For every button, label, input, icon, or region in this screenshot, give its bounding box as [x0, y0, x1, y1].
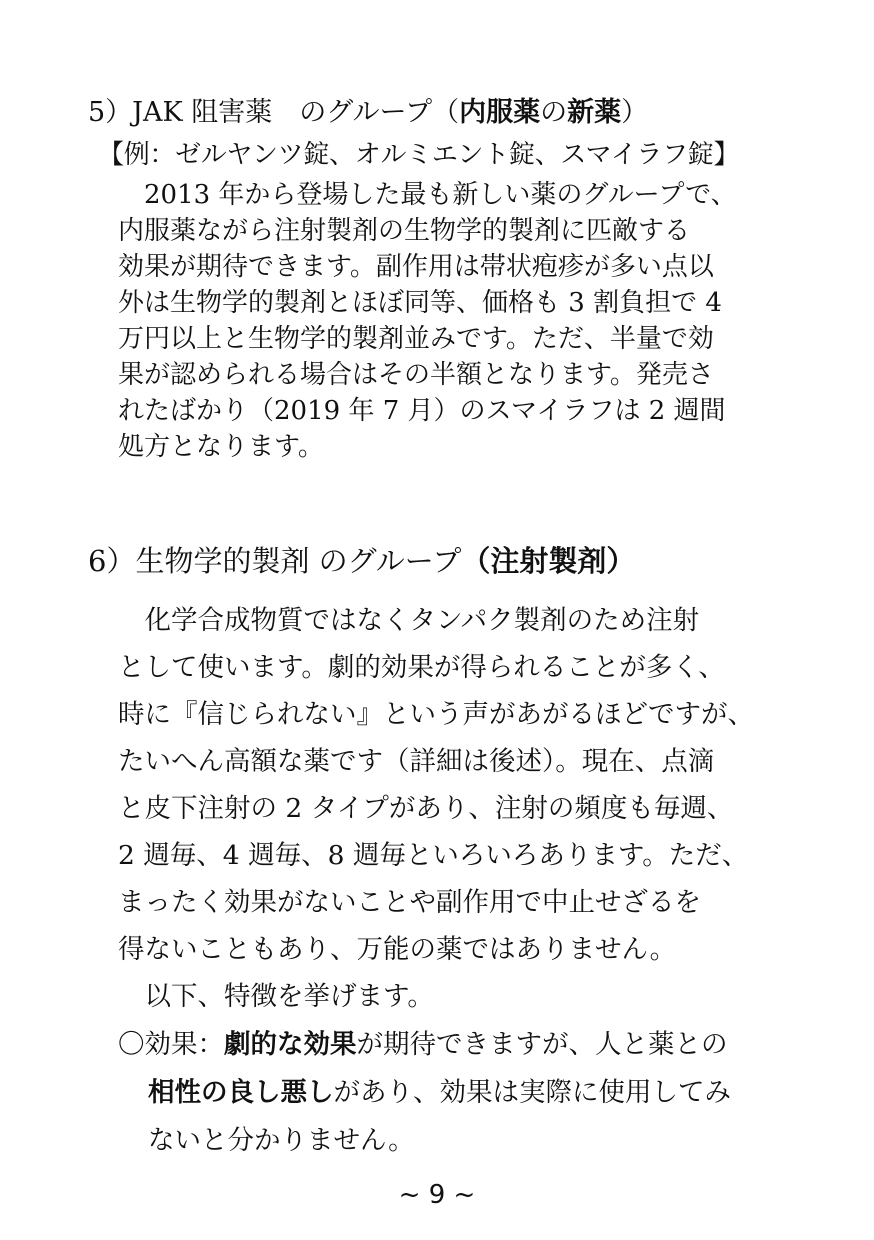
body-line: 化学合成物質ではなくタンパク製剤のため注射 [118, 605, 700, 636]
effect-emphasis-compatibility: 相性の良し悪し [148, 1077, 334, 1108]
body-line: 得ないこともあり、万能の薬ではありません。 [118, 934, 677, 965]
effect-text: が期待できますが、人と薬との [356, 1029, 728, 1060]
body-line: 万円以上と生物学的製剤並みです。ただ、半量で効 [118, 324, 714, 354]
section-5-heading-bold-1: 内服薬 [459, 97, 541, 128]
body-line: 内服薬ながら注射製剤の生物学的製剤に匹敵する [118, 216, 691, 246]
page-number: ~ 9 ~ [398, 1180, 476, 1210]
body-line: 以下、特徴を挙げます。 [118, 981, 434, 1012]
section-6-heading-bold: （注射製剤） [461, 544, 636, 578]
body-line: 2 週毎、4 週毎、8 週毎といろいろあります。ただ、 [118, 840, 749, 871]
section-5-heading [88, 95, 648, 131]
body-line: 外は生物学的製剤とほぼ同等、価格も 3 割負担で 4 [118, 288, 722, 318]
section-5-examples: 【例：ゼルヤンツ錠、オルミエント錠、スマイラフ錠】 [98, 140, 740, 170]
section-6-heading [88, 540, 635, 582]
effect-line-1 [118, 1022, 728, 1061]
body-line: として使います。劇的効果が得られることが多く、 [118, 652, 725, 683]
body-line: 果が認められる場合はその半額となります。発売さ [118, 360, 714, 390]
effect-label: 〇効果： [118, 1029, 224, 1060]
section-6-heading-text: 6）生物学的製剤 のグループ [88, 544, 462, 578]
body-line: 処方となります。 [118, 432, 324, 462]
body-line: たいへん高額な薬です（詳細は後述）。現在、点滴 [118, 746, 715, 777]
body-line: まったく効果がないことや副作用で中止せざるを [118, 887, 701, 918]
effect-emphasis-dramatic: 劇的な効果 [224, 1029, 357, 1060]
section-5-heading-mid: の [540, 97, 568, 128]
section-5-heading-suffix: ） [621, 97, 649, 128]
body-line: 時に『信じられない』という声があがるほどですが、 [118, 699, 754, 730]
body-line: と皮下注射の 2 タイプがあり、注射の頻度も毎週、 [118, 793, 734, 824]
section-5-heading-bold-2: 新薬 [567, 97, 622, 128]
body-line: 効果が期待できます。副作用は帯状疱疹が多い点以 [118, 252, 714, 282]
effect-line-3: ないと分かりません。 [148, 1125, 415, 1156]
effect-line-2 [148, 1070, 731, 1109]
body-line: 2013 年から登場した最も新しい薬のグループで、 [118, 180, 737, 210]
section-5-heading-prefix: 5）JAK 阻害薬 のグループ（ [88, 97, 460, 128]
effect-text: があり、効果は実際に使用してみ [333, 1077, 731, 1108]
body-line: れたばかり（2019 年 7 月）のスマイラフは 2 週間 [118, 396, 726, 426]
